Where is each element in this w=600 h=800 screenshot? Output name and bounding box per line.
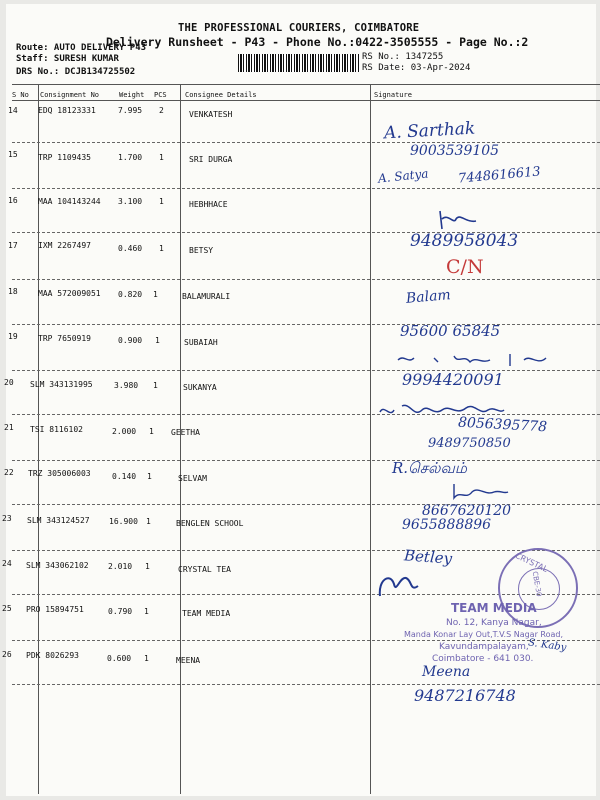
runsheet-page <box>2 4 596 796</box>
row-separator <box>12 640 600 641</box>
row-sno: 15 <box>8 150 18 159</box>
col-header-consignee: Consignee Details <box>185 91 257 99</box>
handwritten-scribble <box>374 570 424 600</box>
row-weight: 16.900 <box>109 517 138 526</box>
row-pcs: 1 <box>149 427 154 436</box>
row-consignee: SELVAM <box>178 474 207 483</box>
stamp-ring-text: CRYSTAL <box>513 551 550 574</box>
stamp-address-line: No. 12, Kanya Nagar, <box>446 618 542 628</box>
row-consignee: TEAM MEDIA <box>182 609 231 618</box>
handwritten-signature: Betley <box>403 546 453 568</box>
row-consignee: BALAMURALI <box>182 292 231 301</box>
company-title: THE PROFESSIONAL COURIERS, COIMBATORE <box>178 22 420 34</box>
handwritten-phone: 9003539105 <box>410 143 500 159</box>
handwritten-phone: 8667620120 <box>422 503 512 519</box>
row-weight: 3.980 <box>114 381 139 390</box>
row-sno: 24 <box>2 559 12 568</box>
row-sno: 25 <box>2 604 12 613</box>
row-consignment: TRP 1109435 <box>38 153 91 162</box>
row-weight: 3.100 <box>118 197 143 206</box>
handwritten-phone: 95600 65845 <box>400 322 501 340</box>
handwritten-note: C/N <box>446 256 484 278</box>
row-consignment: PDK 8026293 <box>26 651 79 660</box>
row-sno: 14 <box>8 106 18 115</box>
row-consignment: TRP 7650919 <box>38 334 91 343</box>
row-sno: 20 <box>4 378 14 387</box>
col-header-pcs: PCS <box>154 91 167 99</box>
row-weight: 0.600 <box>107 654 132 663</box>
row-pcs: 1 <box>159 244 164 253</box>
row-weight: 1.700 <box>118 153 143 162</box>
row-separator <box>12 684 600 685</box>
row-weight: 0.140 <box>112 472 137 481</box>
handwritten-scribble <box>394 350 554 370</box>
row-weight: 2.010 <box>108 562 133 571</box>
row-separator <box>12 550 600 551</box>
handwritten-phone: 9994420091 <box>402 370 504 389</box>
row-separator <box>12 279 600 280</box>
row-consignment: SLM 343124527 <box>27 516 90 525</box>
row-weight: 0.790 <box>108 607 133 616</box>
row-consignee: SUKANYA <box>183 383 217 392</box>
col-divider <box>38 84 39 794</box>
row-consignee: MEENA <box>176 656 201 665</box>
row-pcs: 1 <box>144 607 149 616</box>
handwritten-phone: 9489958043 <box>410 231 519 251</box>
row-consignment: SLM 343131995 <box>30 380 93 389</box>
row-sno: 23 <box>2 514 12 523</box>
row-consignee: GEETHA <box>171 428 200 437</box>
row-separator <box>12 460 600 461</box>
handwritten-phone: 8056395778 <box>457 414 548 436</box>
company-stamp <box>498 548 578 628</box>
row-pcs: 1 <box>155 336 160 345</box>
rs-date: RS Date: 03-Apr-2024 <box>362 63 471 73</box>
row-sno: 22 <box>4 468 14 477</box>
row-consignment: PRO 15894751 <box>26 605 84 614</box>
row-consignee: CRYSTAL TEA <box>178 565 231 574</box>
row-sno: 16 <box>8 196 18 205</box>
row-pcs: 2 <box>159 106 164 115</box>
row-weight: 7.995 <box>118 106 143 115</box>
row-consignee: BENGLEN SCHOOL <box>176 519 244 528</box>
row-separator <box>12 504 600 505</box>
stamp-ring-text: CBE-30 <box>530 570 543 598</box>
row-weight: 2.000 <box>112 427 137 436</box>
row-consignment: TSI 8116102 <box>30 425 83 434</box>
stamp-address-line: Manda Konar Lay Out,T.V.S Nagar Road, <box>404 630 564 639</box>
row-weight: 0.820 <box>118 290 143 299</box>
row-consignee: SUBAIAH <box>184 338 218 347</box>
handwritten-phone: 9487216748 <box>414 686 516 705</box>
header-bottom-border <box>12 100 600 101</box>
row-sno: 19 <box>8 332 18 341</box>
handwritten-signature: A. Satya <box>377 166 430 186</box>
route-label: Route: AUTO DELIVERY P43 <box>16 43 147 53</box>
drs-number: DRS No.: DCJB134725502 <box>16 67 136 77</box>
handwritten-scribble <box>450 482 510 502</box>
col-header-signature: Signature <box>374 91 412 99</box>
handwritten-scribble <box>436 209 480 231</box>
col-divider <box>180 84 181 794</box>
table-top-border <box>12 84 600 85</box>
row-pcs: 1 <box>144 654 149 663</box>
row-sno: 21 <box>4 423 14 432</box>
stamp-address-line: Kavundampalayam, <box>439 642 529 652</box>
stamp-address-line: Coimbatore - 641 030. <box>432 654 534 664</box>
col-header-consignment: Consignment No <box>40 91 100 99</box>
row-separator <box>12 414 600 415</box>
row-weight: 0.900 <box>118 336 143 345</box>
staff-label: Staff: SURESH KUMAR <box>16 54 119 64</box>
col-divider <box>370 84 371 794</box>
handwritten-signature: R.செல்வம் <box>392 459 467 477</box>
row-sno: 18 <box>8 287 18 296</box>
row-pcs: 1 <box>145 562 150 571</box>
handwritten-signature: S. Kaby <box>527 637 567 654</box>
stamp-company-name: TEAM MEDIA <box>451 601 537 615</box>
handwritten-phone: 9489750850 <box>428 436 511 451</box>
row-separator <box>12 188 600 189</box>
row-consignee: HEBHHACE <box>189 200 228 209</box>
row-consignment: SLM 343062102 <box>26 561 89 570</box>
handwritten-signature: Balam <box>405 287 452 307</box>
row-consignment: MAA 572009051 <box>38 289 101 298</box>
row-sno: 17 <box>8 241 18 250</box>
runsheet-subtitle: Delivery Runsheet - P43 - Phone No.:0422-3505555 - Page No.:2 <box>106 35 529 49</box>
row-consignee: SRI DURGA <box>189 155 233 164</box>
row-consignee: VENKATESH <box>189 110 233 119</box>
row-consignment: TRZ 305006003 <box>28 469 91 478</box>
col-header-sno: S No <box>12 91 29 99</box>
row-separator <box>12 142 600 143</box>
row-consignment: IXM 2267497 <box>38 241 91 250</box>
row-sno: 26 <box>2 650 12 659</box>
barcode <box>238 54 360 72</box>
row-weight: 0.460 <box>118 244 143 253</box>
row-pcs: 1 <box>146 517 151 526</box>
row-consignment: EDQ 18123331 <box>38 106 96 115</box>
row-separator <box>12 324 600 325</box>
row-separator <box>12 370 600 371</box>
row-consignment: MAA 104143244 <box>38 197 101 206</box>
row-consignee: BETSY <box>189 246 214 255</box>
row-pcs: 1 <box>153 381 158 390</box>
row-pcs: 1 <box>153 290 158 299</box>
handwritten-signature: A. Sarthak <box>383 118 476 144</box>
row-pcs: 1 <box>159 197 164 206</box>
rs-number: RS No.: 1347255 <box>362 52 444 62</box>
handwritten-signature: Meena <box>422 664 471 680</box>
handwritten-phone: 7448616613 <box>457 164 542 187</box>
handwritten-phone: 9655888896 <box>402 517 492 533</box>
col-header-weight: Weight <box>119 91 145 99</box>
row-pcs: 1 <box>147 472 152 481</box>
row-pcs: 1 <box>159 153 164 162</box>
